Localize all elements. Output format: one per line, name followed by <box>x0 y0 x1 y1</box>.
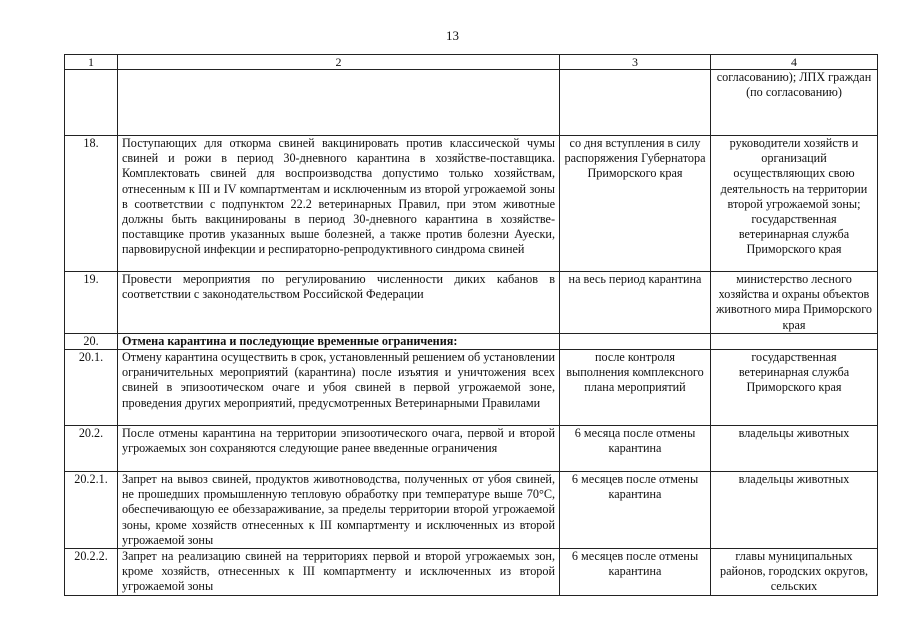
table-header-row <box>65 55 878 70</box>
table-row <box>65 472 878 549</box>
header-col-1: 1 <box>65 55 118 70</box>
row-term: на весь период карантина <box>560 272 711 334</box>
row-term: 6 месяцев после отмены карантина <box>560 549 711 596</box>
row-measure: Запрет на вывоз свиней, продуктов животноводства, полученных от убоя свиней, не прошедших промышленную тепловую обработку при температуре выше 70°С, обеспечивающую ее обеззараживание, за пределы территории второй угрожаемой зоны, кроме хозяйств отнесенных к III компартменту и исключенных из второй угрожаемой зоны <box>118 472 560 549</box>
row-number: 20.1. <box>65 350 118 426</box>
row-responsible <box>711 333 878 349</box>
row-number: 20.2.1. <box>65 472 118 549</box>
row-term: 6 месяцев после отмены карантина <box>560 472 711 549</box>
row-measure: Поступающих для откорма свиней вакцинировать против классической чумы свиней и рожи в период 30-дневного карантина в хозяйстве-поставщика. Комплектовать свиней для воспроизводства допустимо только хозяйствам, отнесенным к III и IV компартментам и исключенным из второй угрожаемой зоны в соответствии с подпунктом 22.2 ветеринарных Правил, при этом животные должны быть вакцинированы в период 30-дневного карантина в хозяйстве-поставщике против указанных выше болезней, а также против болезни Ауески, парвовирусной инфекции и респираторно-репродуктивного синдрома свиней <box>118 136 560 272</box>
row-measure: Отмену карантина осуществить в срок, установленный решением об установлении ограничительных мероприятий (карантина) после изъятия и уничтожения всех свиней в эпизоотическом очаге и убоя свиней в первой угрожаемой зоне, проведения других мероприятий, предусмотренных Ветеринарными Правилами <box>118 350 560 426</box>
page-number: 13 <box>446 28 459 43</box>
row-number: 20. <box>65 333 118 349</box>
row-term: после контроля выполнения комплексного плана мероприятий <box>560 350 711 426</box>
table-row <box>65 549 878 596</box>
table-row <box>65 136 878 272</box>
measures-table <box>64 54 878 596</box>
table-row <box>65 333 878 349</box>
table-row <box>65 426 878 472</box>
row-measure: Провести мероприятия по регулированию численности диких кабанов в соответствии с законодательством Российской Федерации <box>118 272 560 334</box>
row-number: 18. <box>65 136 118 272</box>
row-number: 20.2. <box>65 426 118 472</box>
row-responsible: согласованию); ЛПХ граждан (по согласованию) <box>711 70 878 136</box>
row-responsible: государственная ветеринарная служба Приморского края <box>711 350 878 426</box>
row-number: 20.2.2. <box>65 549 118 596</box>
row-measure: Запрет на реализацию свиней на территориях первой и второй угрожаемых зон, кроме хозяйств, отнесенных к III компартменту и исключенных из второй угрожаемой зоны <box>118 549 560 596</box>
row-term <box>560 70 711 136</box>
row-term <box>560 333 711 349</box>
row-responsible: владельцы животных <box>711 426 878 472</box>
section-heading: Отмена карантина и последующие временные ограничения: <box>118 333 560 349</box>
row-responsible: министерство лесного хозяйства и охраны объектов животного мира Приморского края <box>711 272 878 334</box>
header-col-2: 2 <box>118 55 560 70</box>
row-number: 19. <box>65 272 118 334</box>
header-col-4: 4 <box>711 55 878 70</box>
row-measure <box>118 70 560 136</box>
header-col-3: 3 <box>560 55 711 70</box>
row-number <box>65 70 118 136</box>
table-row <box>65 272 878 334</box>
row-term: со дня вступления в силу распоряжения Губернатора Приморского края <box>560 136 711 272</box>
row-term: 6 месяца после отмены карантина <box>560 426 711 472</box>
row-responsible: руководители хозяйств и организаций осуществляющих свою деятельность на территории второй угрожаемой зоны; государственная ветеринарная служба Приморского края <box>711 136 878 272</box>
table-row <box>65 70 878 136</box>
row-measure: После отмены карантина на территории эпизоотического очага, первой и второй угрожаемых зон сохраняются следующие ранее введенные ограничения <box>118 426 560 472</box>
table-row <box>65 350 878 426</box>
row-responsible: главы муниципальных районов, городских округов, сельских <box>711 549 878 596</box>
row-responsible: владельцы животных <box>711 472 878 549</box>
